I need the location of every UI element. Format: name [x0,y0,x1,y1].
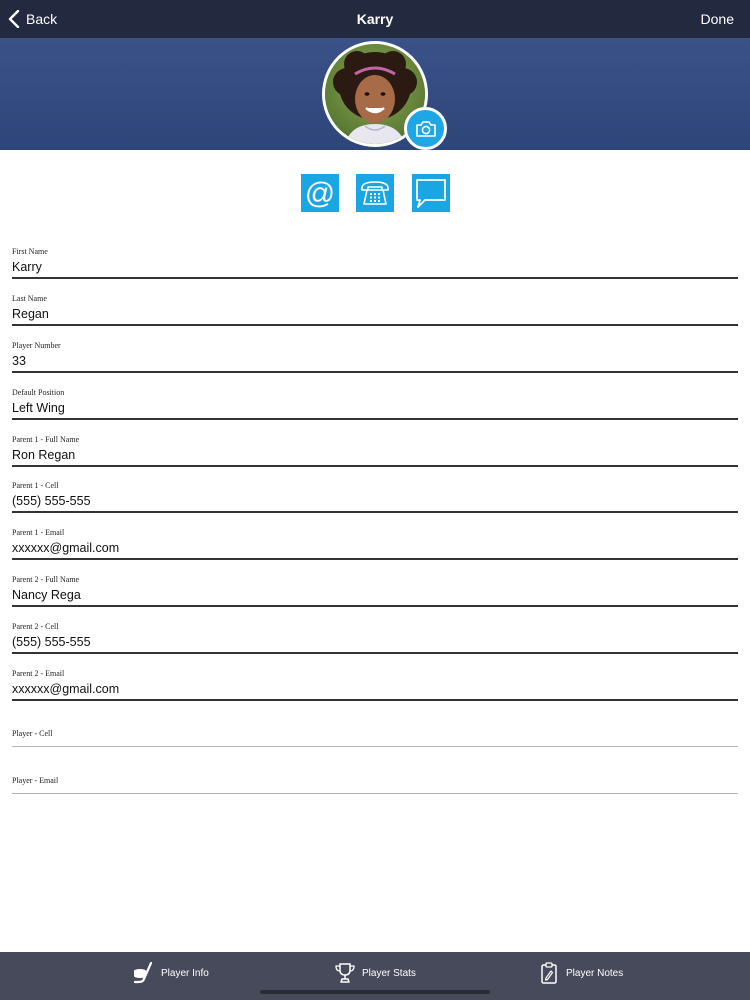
back-label: Back [26,11,58,27]
parent2-email-field[interactable] [12,669,738,711]
home-indicator [260,990,490,994]
field-underline [12,558,738,560]
tab-player-notes[interactable] [538,952,623,994]
last-name-field[interactable] [12,294,738,336]
default-position-field[interactable] [12,388,738,430]
field-underline [12,699,738,701]
trophy-icon [334,962,356,984]
field-underline [12,605,738,607]
player-number-value[interactable]: 33 [12,354,26,368]
parent2-name-value[interactable]: Nancy Rega [12,588,81,602]
last-name-value[interactable]: Regan [12,307,49,321]
parent2-cell-field[interactable] [12,622,738,664]
tab-player-info[interactable] [133,952,209,994]
camera-icon [415,120,437,138]
parent1-cell-field[interactable] [12,481,738,523]
hockey-stick-icon [133,962,155,984]
player-email-field[interactable] [12,776,738,818]
field-label: First Name [12,247,48,256]
page-title: Karry [356,11,394,27]
tab-label: Player Stats [362,967,416,979]
field-label: Player Number [12,341,61,350]
done-button[interactable]: Done [700,11,734,27]
at-sign-icon [303,176,337,210]
field-underline [12,465,738,467]
field-underline [12,652,738,654]
parent1-email-field[interactable] [12,528,738,570]
tab-label: Player Notes [566,967,624,979]
field-label: Last Name [12,294,47,303]
field-underline [12,371,738,373]
field-label: Player - Cell [12,729,53,738]
clipboard-icon [538,962,560,984]
parent1-name-value[interactable]: Ron Regan [12,448,76,462]
parent2-cell-value[interactable]: (555) 555-555 [12,635,91,649]
field-underline [12,324,738,326]
tab-player-stats[interactable] [334,952,416,994]
field-underline [12,746,738,747]
player-cell-field[interactable] [12,729,738,771]
first-name-value[interactable]: Karry [12,260,42,274]
field-label: Default Position [12,388,65,397]
field-underline [12,277,738,279]
player-number-field[interactable] [12,341,738,383]
default-position-value[interactable]: Left Wing [12,401,65,415]
field-underline [12,418,738,420]
change-photo-button[interactable] [404,107,447,150]
field-label: Parent 1 - Email [12,528,65,537]
phone-icon [358,176,392,210]
player-email-value[interactable] [12,780,738,797]
field-label: Parent 1 - Full Name [12,435,80,444]
field-label: Parent 2 - Cell [12,622,59,631]
call-button[interactable] [356,174,394,212]
parent1-name-field[interactable] [12,435,738,477]
field-underline [12,511,738,513]
svg-text:@: @ [304,177,336,210]
field-label: Parent 2 - Email [12,669,65,678]
field-label: Parent 2 - Full Name [12,575,80,584]
parent2-email-value[interactable]: xxxxxx@gmail.com [12,682,120,696]
message-icon [414,176,448,210]
first-name-field[interactable] [12,247,738,289]
parent2-name-field[interactable] [12,575,738,617]
navigation-bar [0,0,750,38]
parent1-email-value[interactable]: xxxxxx@gmail.com [12,541,120,555]
field-underline [12,793,738,794]
field-label: Player - Email [12,776,59,785]
tab-label: Player Info [161,967,209,979]
parent1-cell-value[interactable]: (555) 555-555 [12,494,91,508]
email-button[interactable] [301,174,339,212]
message-button[interactable] [412,174,450,212]
field-label: Parent 1 - Cell [12,481,59,490]
player-cell-value[interactable] [12,733,738,750]
